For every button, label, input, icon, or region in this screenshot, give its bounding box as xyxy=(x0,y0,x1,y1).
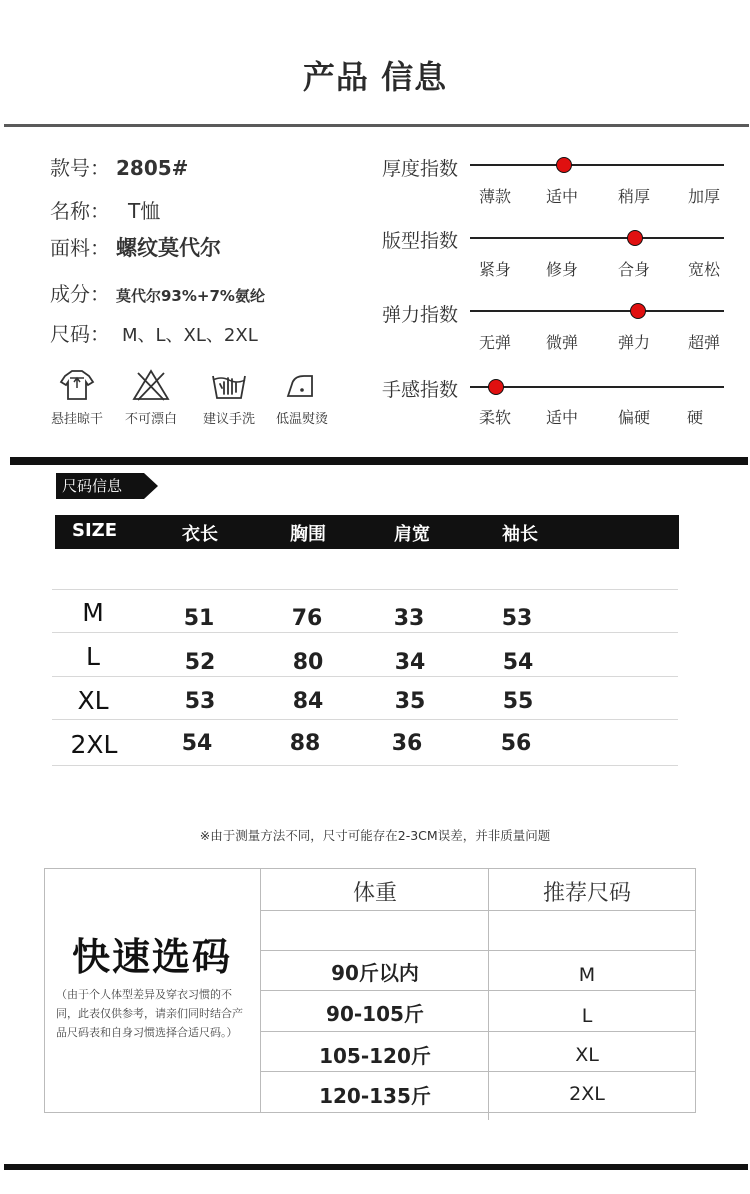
care-label: 不可漂白 xyxy=(124,412,177,427)
care-low-iron xyxy=(262,368,342,427)
low-iron-icon xyxy=(262,368,342,402)
header-recommended-size: 推荐尺码 xyxy=(542,881,631,906)
index-option: 薄款 xyxy=(478,187,511,206)
sizes-row xyxy=(50,318,258,347)
care-hand-wash xyxy=(189,368,269,427)
header-length: 衣长 xyxy=(182,524,218,545)
index-line xyxy=(470,237,724,239)
index-option: 适中 xyxy=(545,187,578,206)
index-option: 柔软 xyxy=(478,408,511,427)
index-marker xyxy=(556,157,572,173)
sizes-label: 尺码： xyxy=(50,322,110,346)
index-option: 合身 xyxy=(617,260,650,279)
index-option: 修身 xyxy=(545,260,578,279)
size-cell: 55 xyxy=(502,689,534,714)
hand-wash-icon xyxy=(189,368,269,402)
row-divider xyxy=(260,990,696,991)
row-divider xyxy=(260,1031,696,1032)
size-label: 2XL xyxy=(70,730,118,759)
size-cell: 80 xyxy=(292,650,324,675)
index-option: 偏硬 xyxy=(617,408,650,427)
size-cell: 35 xyxy=(394,689,426,714)
style-number-label: 款号： xyxy=(50,156,110,180)
index-option: 适中 xyxy=(545,408,578,427)
name-row xyxy=(50,195,160,224)
index-option: 超弹 xyxy=(687,333,720,352)
size-cell: L xyxy=(581,1005,593,1027)
index-line xyxy=(470,310,724,312)
index-option: 稍厚 xyxy=(617,187,650,206)
row-divider xyxy=(260,950,696,951)
size-cell: 53 xyxy=(184,689,216,714)
header-shoulder: 肩宽 xyxy=(394,524,430,545)
measurement-note: ※由于测量方法不同，尺寸可能存在2-3CM误差，并非质量问题 xyxy=(199,828,551,843)
composition-value: 莫代尔93%+7%氨纶 xyxy=(116,287,265,305)
care-no-bleach xyxy=(111,368,191,427)
row-divider xyxy=(260,910,696,911)
care-label: 建议手洗 xyxy=(202,412,255,427)
name-value: T恤 xyxy=(128,199,161,223)
composition-label: 成分： xyxy=(50,282,110,306)
weight-cell: 105-120斤 xyxy=(319,1044,431,1068)
size-cell: 84 xyxy=(292,689,324,714)
size-cell: 33 xyxy=(393,606,425,631)
row-divider xyxy=(52,632,678,633)
size-cell: 88 xyxy=(289,731,321,756)
size-cell: 54 xyxy=(502,650,534,675)
index-name: 手感指数 xyxy=(382,379,459,401)
index-option: 弹力 xyxy=(617,333,650,352)
index-name: 版型指数 xyxy=(382,230,459,252)
index-marker xyxy=(488,379,504,395)
size-cell: 2XL xyxy=(569,1083,605,1105)
size-cell: XL xyxy=(575,1044,599,1066)
index-option: 微弹 xyxy=(545,333,578,352)
row-divider xyxy=(52,765,678,766)
row-divider xyxy=(52,719,678,720)
weight-cell: 90-105斤 xyxy=(326,1002,424,1026)
index-option: 加厚 xyxy=(687,187,720,206)
size-label: M xyxy=(82,598,104,627)
header-chest: 胸围 xyxy=(290,524,326,545)
name-label: 名称： xyxy=(50,199,110,223)
header-size: SIZE xyxy=(72,520,118,541)
index-option: 宽松 xyxy=(687,260,720,279)
row-divider xyxy=(260,1071,696,1072)
size-cell: 51 xyxy=(183,606,215,631)
header-weight: 体重 xyxy=(352,881,397,906)
index-line xyxy=(470,164,724,166)
title-divider xyxy=(4,124,749,127)
sizes-value: M、L、XL、2XL xyxy=(122,325,258,346)
index-marker xyxy=(627,230,643,246)
fabric-label: 面料： xyxy=(50,236,110,260)
size-cell: 36 xyxy=(391,731,423,756)
size-cell: 76 xyxy=(291,606,323,631)
fabric-row xyxy=(50,232,221,262)
row-divider xyxy=(52,676,678,677)
fabric-value: 螺纹莫代尔 xyxy=(116,236,221,260)
tag-arrow-icon xyxy=(144,473,158,499)
hang-dry-icon xyxy=(37,368,117,402)
index-marker xyxy=(630,303,646,319)
page-title: 产品 信息 xyxy=(302,58,448,96)
size-cell: 56 xyxy=(500,731,532,756)
care-label: 悬挂晾干 xyxy=(50,412,103,427)
composition-row xyxy=(50,278,265,307)
size-label: L xyxy=(86,642,100,671)
care-hang-dry xyxy=(37,368,117,427)
index-option: 无弹 xyxy=(478,333,511,352)
section-divider xyxy=(10,457,748,465)
no-bleach-icon xyxy=(111,368,191,402)
size-info-tag: 尺码信息 xyxy=(56,473,144,499)
size-label: XL xyxy=(77,686,109,715)
index-line xyxy=(470,386,724,388)
size-cell: 52 xyxy=(184,650,216,675)
quick-select-title: 快速选码 xyxy=(71,935,232,979)
size-cell: 53 xyxy=(501,606,533,631)
size-cell: 34 xyxy=(394,650,426,675)
size-cell: 54 xyxy=(181,731,213,756)
style-number-value: 2805# xyxy=(116,156,189,180)
index-name: 厚度指数 xyxy=(382,158,459,180)
weight-cell: 120-135斤 xyxy=(319,1084,431,1108)
size-table-header xyxy=(55,515,679,549)
header-sleeve: 袖长 xyxy=(502,524,538,545)
quick-select-description: （由于个人体型差异及穿衣习惯的不同，此表仅供参考，请亲们同时结合产品尺码表和自身习惯选择合适尺码。） xyxy=(56,988,243,1039)
style-number-row xyxy=(50,152,188,181)
index-name: 弹力指数 xyxy=(382,304,459,326)
index-option: 硬 xyxy=(686,408,703,427)
weight-cell: 90斤以内 xyxy=(331,961,419,985)
bottom-divider xyxy=(4,1164,748,1170)
care-label: 低温熨烫 xyxy=(275,412,328,427)
index-option: 紧身 xyxy=(478,260,511,279)
row-divider xyxy=(52,589,678,590)
size-cell: M xyxy=(578,964,596,986)
